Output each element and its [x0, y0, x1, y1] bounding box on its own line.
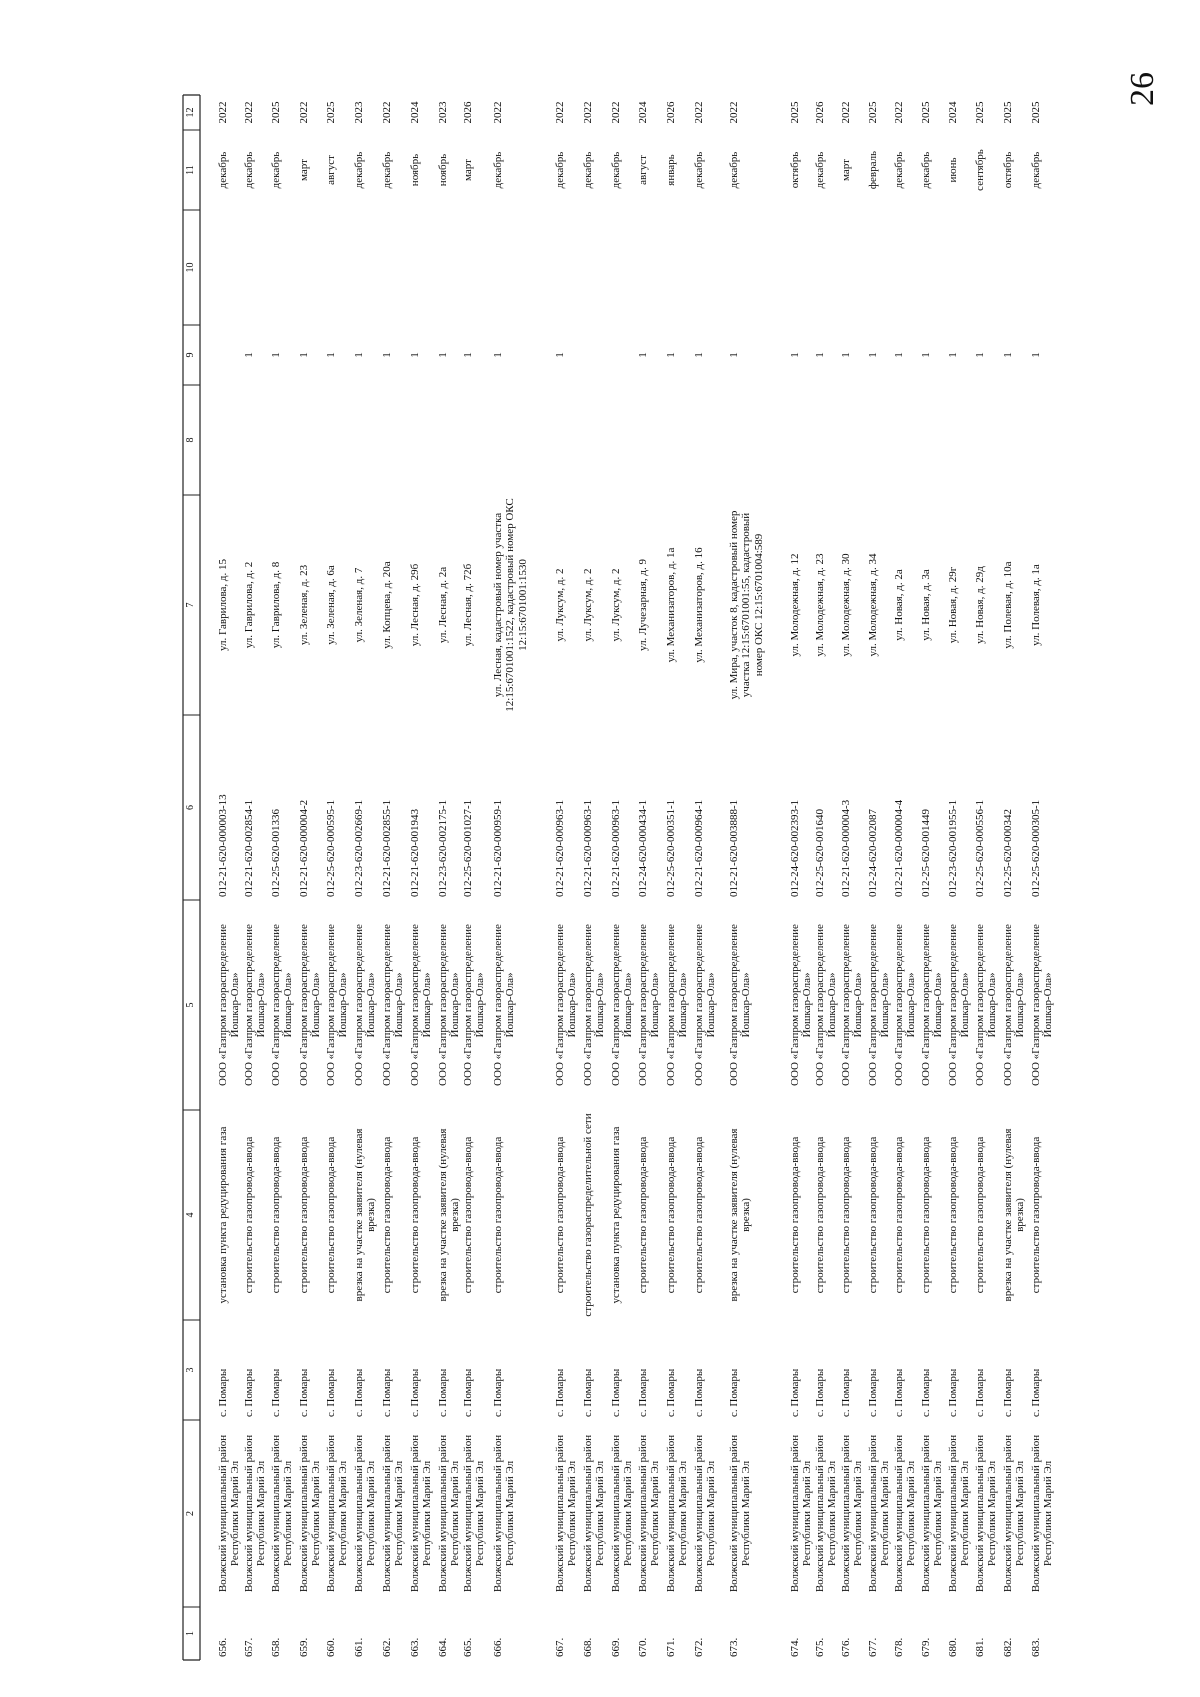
table-cell-code: 012-21-620-000963-1	[610, 799, 622, 897]
table-cell-settlement: с. Помары	[492, 1368, 504, 1417]
table-cell-year: 2024	[947, 101, 959, 124]
table-cell-org: ООО «Газпром газораспределение Йошкар-Ола»	[974, 924, 999, 1086]
column-header: 5	[185, 1002, 196, 1008]
table-cell-n: 658.	[270, 1637, 282, 1657]
table-cell-district: Волжский муниципальный район Республики Марий Эл	[554, 1434, 579, 1593]
table-cell-n: 673.	[728, 1637, 740, 1657]
table-cell-org: ООО «Газпром газораспределение Йошкар-Ола»	[298, 924, 323, 1086]
table-cell-address: ул. Полевая, д. 1а	[1030, 564, 1042, 646]
table-cell-n: 683.	[1030, 1637, 1042, 1657]
table-cell-address: ул. Полевая, д. 10а	[1002, 561, 1014, 649]
table-cell-settlement: с. Помары	[947, 1368, 959, 1417]
table-cell-month: сентябрь	[974, 149, 986, 191]
table-cell-month: декабрь	[353, 151, 365, 189]
table-cell-month: декабрь	[920, 151, 932, 189]
table-cell-address: ул. Молодежная, д. 30	[840, 553, 852, 657]
table-cell-year: 2025	[789, 101, 801, 124]
table-cell-code: 012-21-620-003888-1	[728, 799, 740, 897]
table-cell-code: 012-21-620-000003-13	[217, 794, 229, 897]
table-cell-year: 2026	[462, 101, 474, 124]
table-cell-work: строительство газопровода-ввода	[381, 1136, 393, 1294]
table-cell-n: 676.	[840, 1637, 852, 1657]
table-cell-code: 012-21-620-000004-2	[298, 799, 310, 897]
table-cell-district: Волжский муниципальный район Республики Марий Эл	[974, 1434, 999, 1593]
table-cell-work: строительство газопровода-ввода	[840, 1136, 852, 1294]
table-cell-c9: 1	[947, 352, 959, 358]
table-cell-work: строительство газопровода-ввода	[243, 1136, 255, 1294]
table-cell-c9: 1	[270, 352, 282, 358]
table-cell-address: ул. Зеленая, д. 7	[353, 567, 365, 643]
table-cell-work: установка пункта редуцирования газа	[217, 1126, 229, 1304]
table-cell-settlement: с. Помары	[867, 1368, 879, 1417]
table-cell-year: 2022	[492, 101, 504, 124]
table-cell-code: 012-25-620-001640	[814, 809, 826, 897]
table-cell-district: Волжский муниципальный район Республики Марий Эл	[1030, 1434, 1055, 1593]
table-cell-c9: 1	[728, 352, 740, 358]
table-cell-year: 2024	[409, 101, 421, 124]
table-cell-month: ноябрь	[437, 153, 449, 187]
table-cell-c9: 1	[409, 352, 421, 358]
table-cell-address: ул. Гаврилова, д. 8	[270, 561, 282, 649]
table-cell-month: декабрь	[582, 151, 594, 189]
table-cell-month: декабрь	[217, 151, 229, 189]
table-cell-work: строительство газопровода-ввода	[974, 1136, 986, 1294]
table-cell-org: ООО «Газпром газораспределение Йошкар-Ола»	[789, 924, 814, 1086]
table-cell-work: строительство газопровода-ввода	[409, 1136, 421, 1294]
table-cell-settlement: с. Помары	[353, 1368, 365, 1417]
table-cell-settlement: с. Помары	[814, 1368, 826, 1417]
table-cell-work: строительство газопровода-ввода	[462, 1136, 474, 1294]
table-cell-n: 679.	[920, 1637, 932, 1657]
column-header: 1	[185, 1631, 196, 1636]
table-cell-settlement: с. Помары	[582, 1368, 594, 1417]
table-cell-settlement: с. Помары	[789, 1368, 801, 1417]
table-cell-settlement: с. Помары	[462, 1368, 474, 1417]
table-cell-code: 012-25-620-000595-1	[325, 799, 337, 897]
table-cell-address: ул. Новая, д. 2а	[893, 569, 905, 641]
table-cell-month: декабрь	[1030, 151, 1042, 189]
column-header: 10	[185, 262, 196, 273]
table-cell-n: 666.	[492, 1637, 504, 1657]
table-cell-org: ООО «Газпром газораспределение Йошкар-Ола»	[728, 924, 753, 1086]
table-cell-n: 656.	[217, 1637, 229, 1657]
table-cell-address: ул. Луксум, д. 2	[610, 568, 622, 642]
table-cell-address: ул. Мира, участок 8, кадастровый номер участка 12:15:6701001:55, кадастровый номер ОКС 12:15:6701004:589	[728, 510, 765, 700]
table-cell-settlement: с. Помары	[381, 1368, 393, 1417]
table-cell-address: ул. Молодежная, д. 34	[867, 553, 879, 657]
table-cell-address: ул. Лесная, д. 2а	[437, 566, 449, 644]
table-cell-year: 2025	[325, 101, 337, 124]
table-cell-org: ООО «Газпром газораспределение Йошкар-Ола»	[840, 924, 865, 1086]
table-cell-n: 665.	[462, 1637, 474, 1657]
table-cell-district: Волжский муниципальный район Республики Марий Эл	[409, 1434, 434, 1593]
table-cell-work: строительство газопровода-ввода	[665, 1136, 677, 1294]
table-cell-c9: 1	[665, 352, 677, 358]
table-cell-work: строительство газопровода-ввода	[920, 1136, 932, 1294]
table-cell-settlement: с. Помары	[893, 1368, 905, 1417]
table-cell-org: ООО «Газпром газораспределение Йошкар-Ола»	[582, 924, 607, 1086]
column-header: 9	[185, 352, 196, 358]
table-cell-c9: 1	[1002, 352, 1014, 358]
table-cell-settlement: с. Помары	[243, 1368, 255, 1417]
table-cell-org: ООО «Газпром газораспределение Йошкар-Ола»	[353, 924, 378, 1086]
table-cell-org: ООО «Газпром газораспределение Йошкар-Ола»	[1002, 924, 1027, 1086]
table-cell-c9: 1	[693, 352, 705, 358]
table-cell-settlement: с. Помары	[409, 1368, 421, 1417]
table-cell-year: 2022	[298, 101, 310, 124]
table-cell-year: 2025	[270, 101, 282, 124]
table-cell-org: ООО «Газпром газораспределение Йошкар-Ола»	[947, 924, 972, 1086]
table-cell-code: 012-25-620-001027-1	[462, 799, 474, 897]
table-cell-settlement: с. Помары	[610, 1368, 622, 1417]
table-cell-work: установка пункта редуцирования газа	[610, 1126, 622, 1304]
table-cell-district: Волжский муниципальный район Республики Марий Эл	[665, 1434, 690, 1593]
table-cell-n: 659.	[298, 1637, 310, 1657]
table-cell-n: 680.	[947, 1637, 959, 1657]
column-header: 7	[185, 602, 196, 608]
table-cell-district: Волжский муниципальный район Республики Марий Эл	[814, 1434, 839, 1593]
table-cell-month: октябрь	[1002, 151, 1014, 189]
table-cell-district: Волжский муниципальный район Республики Марий Эл	[947, 1434, 972, 1593]
table-cell-settlement: с. Помары	[298, 1368, 310, 1417]
table-cell-work: строительство газопровода-ввода	[270, 1136, 282, 1294]
table-cell-address: ул. Механизаторов, д. 16	[693, 547, 705, 663]
table-cell-code: 012-24-620-002393-1	[789, 799, 801, 897]
table-cell-address: ул. Луксум, д. 2	[554, 568, 566, 642]
table-cell-code: 012-25-620-000342	[1002, 809, 1014, 897]
table-cell-month: декабрь	[381, 151, 393, 189]
table-cell-year: 2022	[893, 101, 905, 124]
table-cell-code: 012-21-620-000963-1	[582, 799, 594, 897]
table-cell-work: строительство газопровода-ввода	[298, 1136, 310, 1294]
table-cell-code: 012-23-620-002175-1	[437, 799, 449, 897]
table-cell-n: 664.	[437, 1637, 449, 1657]
table-cell-address: ул. Новая, д. 29д	[974, 566, 986, 644]
table-cell-year: 2023	[353, 101, 365, 124]
column-header: 3	[185, 1367, 196, 1373]
table-cell-c9: 1	[637, 352, 649, 358]
table-cell-address: ул. Гаврилова, д. 2	[243, 561, 255, 649]
page-number: 26	[1124, 72, 1161, 106]
table-cell-month: март	[840, 159, 852, 181]
table-cell-year: 2022	[243, 101, 255, 124]
table-cell-code: 012-25-620-000305-1	[1030, 799, 1042, 897]
table-cell-settlement: с. Помары	[217, 1368, 229, 1417]
table-cell-year: 2024	[637, 101, 649, 124]
table-cell-n: 668.	[582, 1637, 594, 1657]
table-cell-org: ООО «Газпром газораспределение Йошкар-Ола»	[381, 924, 406, 1086]
table-cell-c9: 1	[840, 352, 852, 358]
table-cell-address: ул. Лучезарная, д. 9	[637, 559, 649, 651]
table-cell-month: декабрь	[728, 151, 740, 189]
column-header: 4	[185, 1212, 196, 1218]
table-cell-org: ООО «Газпром газораспределение Йошкар-Ола»	[325, 924, 350, 1086]
table-cell-address: ул. Копцева, д. 20а	[381, 561, 393, 649]
table-cell-year: 2025	[974, 101, 986, 124]
table-cell-month: ноябрь	[409, 153, 421, 187]
table-cell-district: Волжский муниципальный район Республики Марий Эл	[728, 1434, 753, 1593]
table-cell-address: ул. Механизаторов, д. 1а	[665, 547, 677, 663]
table-cell-month: декабрь	[610, 151, 622, 189]
table-cell-month: январь	[665, 154, 677, 186]
table-cell-month: июнь	[947, 157, 959, 183]
table-cell-org: ООО «Газпром газораспределение Йошкар-Ола»	[610, 924, 635, 1086]
column-header: 8	[185, 437, 196, 443]
table-cell-settlement: с. Помары	[637, 1368, 649, 1417]
table-cell-district: Волжский муниципальный район Республики Марий Эл	[789, 1434, 814, 1593]
table-cell-district: Волжский муниципальный район Республики Марий Эл	[217, 1434, 242, 1593]
table-cell-year: 2022	[582, 101, 594, 124]
table-cell-n: 674.	[789, 1637, 801, 1657]
table-cell-month: декабрь	[693, 151, 705, 189]
table-cell-work: строительство газопровода-ввода	[492, 1136, 504, 1294]
table-cell-org: ООО «Газпром газораспределение Йошкар-Ола»	[462, 924, 487, 1086]
table-cell-n: 678.	[893, 1637, 905, 1657]
table-cell-settlement: с. Помары	[1030, 1368, 1042, 1417]
table-cell-district: Волжский муниципальный район Республики Марий Эл	[325, 1434, 350, 1593]
table-cell-district: Волжский муниципальный район Республики Марий Эл	[893, 1434, 918, 1593]
table-cell-org: ООО «Газпром газораспределение Йошкар-Ола»	[693, 924, 718, 1086]
table-cell-district: Волжский муниципальный район Республики Марий Эл	[610, 1434, 635, 1593]
table-cell-work: строительство газопровода-ввода	[1030, 1136, 1042, 1294]
table-cell-address: ул. Новая, д. 29г	[947, 566, 959, 644]
table-cell-address: ул. Зеленая, д. 23	[298, 564, 310, 646]
table-cell-c9: 1	[1030, 352, 1042, 358]
table-cell-c9: 1	[867, 352, 879, 358]
table-cell-code: 012-21-620-001943	[409, 809, 421, 897]
table-cell-n: 682.	[1002, 1637, 1014, 1657]
table-cell-work: строительство газопровода-ввода	[693, 1136, 705, 1294]
table-cell-settlement: с. Помары	[270, 1368, 282, 1417]
table-cell-month: март	[462, 159, 474, 181]
table-cell-address: ул. Лесная, д. 72б	[462, 563, 474, 647]
table-cell-district: Волжский муниципальный район Республики Марий Эл	[462, 1434, 487, 1593]
table-cell-district: Волжский муниципальный район Республики Марий Эл	[353, 1434, 378, 1593]
table-cell-c9: 1	[974, 352, 986, 358]
table-cell-district: Волжский муниципальный район Республики Марий Эл	[298, 1434, 323, 1593]
table-cell-work: строительство газопровода-ввода	[867, 1136, 879, 1294]
table-cell-settlement: с. Помары	[840, 1368, 852, 1417]
table-cell-code: 012-21-620-000004-4	[893, 799, 905, 897]
column-header: 12	[185, 107, 196, 118]
table-cell-c9: 1	[298, 352, 310, 358]
table-cell-month: декабрь	[492, 151, 504, 189]
table-cell-work: врезка на участке заявителя (нулевая врезка)	[437, 1128, 462, 1302]
table-cell-org: ООО «Газпром газораспределение Йошкар-Ола»	[243, 924, 268, 1086]
table-cell-work: врезка на участке заявителя (нулевая врезка)	[353, 1128, 378, 1302]
table-cell-code: 012-25-620-001336	[270, 809, 282, 897]
table-cell-year: 2025	[1030, 101, 1042, 124]
table-cell-c9: 1	[353, 352, 365, 358]
table-cell-c9: 1	[893, 352, 905, 358]
table-cell-org: ООО «Газпром газораспределение Йошкар-Ола»	[814, 924, 839, 1086]
table-cell-district: Волжский муниципальный район Республики Марий Эл	[437, 1434, 462, 1593]
table-cell-year: 2022	[554, 101, 566, 124]
table-cell-org: ООО «Газпром газораспределение Йошкар-Ола»	[665, 924, 690, 1086]
table-cell-c9: 1	[920, 352, 932, 358]
table-cell-district: Волжский муниципальный район Республики Марий Эл	[840, 1434, 865, 1593]
table-cell-settlement: с. Помары	[693, 1368, 705, 1417]
table-cell-n: 681.	[974, 1637, 986, 1657]
table-cell-district: Волжский муниципальный район Республики Марий Эл	[270, 1434, 295, 1593]
table-cell-work: строительство газопровода-ввода	[789, 1136, 801, 1294]
table-cell-district: Волжский муниципальный район Республики Марий Эл	[582, 1434, 607, 1593]
table-cell-c9: 1	[789, 352, 801, 358]
table-cell-code: 012-21-620-002854-1	[243, 799, 255, 897]
table-cell-address: ул. Зеленая, д. 6а	[325, 565, 337, 645]
table-cell-year: 2026	[814, 101, 826, 124]
table-cell-work: строительство газопровода-ввода	[814, 1136, 826, 1294]
table-cell-work: строительство газопровода-ввода	[554, 1136, 566, 1294]
table-cell-district: Волжский муниципальный район Республики Марий Эл	[637, 1434, 662, 1593]
table-cell-n: 675.	[814, 1637, 826, 1657]
table-cell-month: август	[325, 155, 337, 185]
table-cell-year: 2022	[381, 101, 393, 124]
table-cell-code: 012-21-620-002855-1	[381, 799, 393, 897]
table-cell-year: 2025	[867, 101, 879, 124]
table-cell-settlement: с. Помары	[728, 1368, 740, 1417]
table-cell-org: ООО «Газпром газораспределение Йошкар-Ола»	[409, 924, 434, 1086]
column-header: 6	[185, 805, 196, 810]
table-cell-code: 012-24-620-000434-1	[637, 799, 649, 897]
table-cell-year: 2022	[728, 101, 740, 124]
table-cell-org: ООО «Газпром газораспределение Йошкар-Ола»	[437, 924, 462, 1086]
table-cell-address: ул. Молодежная, д. 12	[789, 553, 801, 657]
table-cell-code: 012-23-620-001955-1	[947, 799, 959, 897]
table-cell-settlement: с. Помары	[554, 1368, 566, 1417]
table-cell-month: август	[637, 155, 649, 185]
table-cell-month: декабрь	[270, 151, 282, 189]
table-cell-org: ООО «Газпром газораспределение Йошкар-Ола»	[554, 924, 579, 1086]
table-cell-work: строительство газопровода-ввода	[893, 1136, 905, 1294]
table-cell-address: ул. Молодежная, д. 23	[814, 553, 826, 657]
table-cell-org: ООО «Газпром газораспределение Йошкар-Ола»	[1030, 924, 1055, 1086]
table-cell-district: Волжский муниципальный район Республики Марий Эл	[867, 1434, 892, 1593]
table-cell-n: 660.	[325, 1637, 337, 1657]
table-cell-n: 661.	[353, 1637, 365, 1657]
table-cell-org: ООО «Газпром газораспределение Йошкар-Ола»	[867, 924, 892, 1086]
table-cell-settlement: с. Помары	[665, 1368, 677, 1417]
table-cell-year: 2025	[920, 101, 932, 124]
table-cell-year: 2022	[610, 101, 622, 124]
table-cell-district: Волжский муниципальный район Республики Марий Эл	[1002, 1434, 1027, 1593]
table-cell-code: 012-21-620-000004-3	[840, 799, 852, 897]
table-cell-work: строительство газораспределительной сети	[582, 1113, 594, 1317]
table-cell-n: 672.	[693, 1637, 705, 1657]
table-cell-code: 012-25-620-000556-1	[974, 799, 986, 897]
table-cell-settlement: с. Помары	[920, 1368, 932, 1417]
table-cell-n: 669.	[610, 1637, 622, 1657]
table-cell-org: ООО «Газпром газораспределение Йошкар-Ола»	[217, 924, 242, 1086]
table-cell-address: ул. Лесная, кадастровый номер участка 12:15:6701001:1522, кадастровый номер ОКС 12:15:6701001:1530	[492, 498, 529, 712]
table-cell-work: строительство газопровода-ввода	[947, 1136, 959, 1294]
table-cell-n: 662.	[381, 1637, 393, 1657]
table-cell-code: 012-24-620-002087	[867, 809, 879, 897]
table-cell-org: ООО «Газпром газораспределение Йошкар-Ола»	[492, 924, 517, 1086]
table-cell-settlement: с. Помары	[325, 1368, 337, 1417]
table-cell-n: 667.	[554, 1637, 566, 1657]
table-cell-c9: 1	[325, 352, 337, 358]
table-cell-month: март	[298, 159, 310, 181]
table-cell-c9: 1	[243, 352, 255, 358]
table-cell-c9: 1	[492, 352, 504, 358]
table-cell-code: 012-23-620-002669-1	[353, 799, 365, 897]
table-cell-n: 671.	[665, 1637, 677, 1657]
table-cell-code: 012-25-620-000351-1	[665, 799, 677, 897]
table-cell-settlement: с. Помары	[437, 1368, 449, 1417]
table-cell-year: 2026	[665, 101, 677, 124]
table-cell-month: февраль	[867, 150, 879, 190]
table-cell-n: 677.	[867, 1637, 879, 1657]
table-cell-org: ООО «Газпром газораспределение Йошкар-Ола»	[637, 924, 662, 1086]
table-cell-n: 657.	[243, 1637, 255, 1657]
table-cell-month: октябрь	[789, 151, 801, 189]
table-cell-month: декабрь	[243, 151, 255, 189]
table-cell-n: 670.	[637, 1637, 649, 1657]
table-cell-address: ул. Гаврилова, д. 15	[217, 558, 229, 652]
table-cell-n: 663.	[409, 1637, 421, 1657]
table-cell-work: строительство газопровода-ввода	[637, 1136, 649, 1294]
table-cell-district: Волжский муниципальный район Республики Марий Эл	[693, 1434, 718, 1593]
table-cell-work: строительство газопровода-ввода	[325, 1136, 337, 1294]
table-cell-year: 2023	[437, 101, 449, 124]
table-cell-year: 2025	[1002, 101, 1014, 124]
table-cell-code: 012-21-620-000964-1	[693, 799, 705, 897]
table-cell-district: Волжский муниципальный район Республики Марий Эл	[381, 1434, 406, 1593]
table-cell-year: 2022	[693, 101, 705, 124]
table-cell-c9: 1	[814, 352, 826, 358]
table-cell-address: ул. Луксум, д. 2	[582, 568, 594, 642]
column-header: 2	[185, 1511, 196, 1516]
table-cell-c9: 1	[381, 352, 393, 358]
table-cell-district: Волжский муниципальный район Республики Марий Эл	[243, 1434, 268, 1593]
table-cell-month: декабрь	[814, 151, 826, 189]
table-cell-c9: 1	[437, 352, 449, 358]
table-cell-district: Волжский муниципальный район Республики Марий Эл	[920, 1434, 945, 1593]
table-cell-address: ул. Новая, д. 3а	[920, 569, 932, 641]
table-cell-org: ООО «Газпром газораспределение Йошкар-Ола»	[920, 924, 945, 1086]
table-cell-org: ООО «Газпром газораспределение Йошкар-Ола»	[270, 924, 295, 1086]
table-cell-work: врезка на участке заявителя (нулевая врезка)	[1002, 1128, 1027, 1302]
table-cell-c9: 1	[462, 352, 474, 358]
column-header: 11	[185, 165, 196, 175]
table-cell-settlement: с. Помары	[1002, 1368, 1014, 1417]
table-cell-settlement: с. Помары	[974, 1368, 986, 1417]
table-cell-district: Волжский муниципальный район Республики Марий Эл	[492, 1434, 517, 1593]
table-cell-address: ул. Лесная, д. 29б	[409, 563, 421, 647]
table-cell-code: 012-21-620-000959-1	[492, 799, 504, 897]
table-cell-work: врезка на участке заявителя (нулевая врезка)	[728, 1128, 753, 1302]
table-cell-month: декабрь	[554, 151, 566, 189]
table-cell-month: декабрь	[893, 151, 905, 189]
table-cell-org: ООО «Газпром газораспределение Йошкар-Ола»	[893, 924, 918, 1086]
table-cell-c9: 1	[554, 352, 566, 358]
table-cell-code: 012-25-620-001449	[920, 809, 932, 897]
table-cell-year: 2022	[217, 101, 229, 124]
table-cell-code: 012-21-620-000963-1	[554, 799, 566, 897]
table-cell-year: 2022	[840, 101, 852, 124]
